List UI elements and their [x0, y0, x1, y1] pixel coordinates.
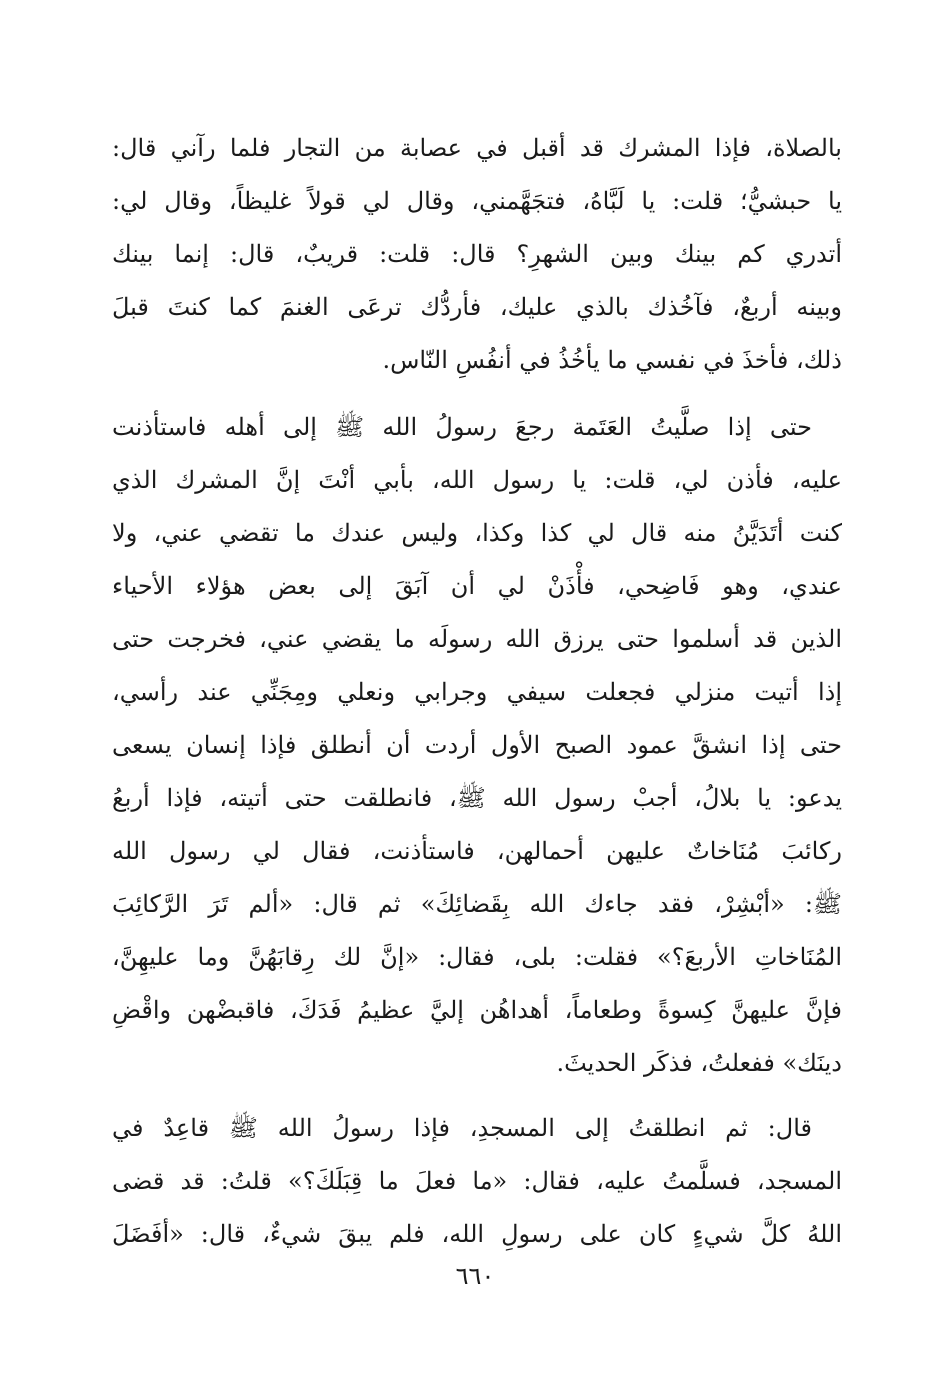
- text-line: ﷺ: «أبْشِرْ، فقد جاءك الله بِقَضائِكَ» ثم قال: «ألم تَرَ الرَّكائِبَ: [112, 890, 842, 918]
- text-line: أتدري كم بينك وبين الشهرِ؟ قال: قلت: قريبٌ، قال: إنما بينك: [112, 240, 842, 268]
- paragraph-1: [112, 122, 842, 387]
- text-line: ركائبَ مُنَاخاتٌ عليهن أحمالهن، فاستأذنت، فقال لي رسول الله: [112, 837, 842, 865]
- text-line: حتى إذا انشقَّ عمود الصبح الأول أردت أن أنطلق فإذا إنسان يسعى: [112, 731, 842, 759]
- text-line: المُنَاخاتِ الأربعَ؟» فقلت: بلى، فقال: «إنَّ لك رِقابَهُنَّ وما عليهِنَّ،: [112, 943, 842, 971]
- text-line: دينَك» ففعلتُ، فذكَر الحديثَ.: [556, 1049, 842, 1077]
- text-line: كنت أتَدَيَّنُ منه قال لي كذا وكذا، وليس عندك ما تقضي عني، ولا: [112, 519, 842, 547]
- paragraph-3: [112, 1102, 842, 1261]
- text-line: المسجد، فسلَّمتُ عليه، فقال: «ما فعلَ ما قِبَلَكَ؟» قلتُ: قد قضى: [112, 1167, 842, 1195]
- text-line: الذين قد أسلموا حتى يرزق الله رسولَه ما يقضي عني، فخرجت حتى: [112, 625, 842, 653]
- paragraph-spacer: [112, 1090, 842, 1102]
- text-line: حتى إذا صلَّيتُ العَتَمة رجعَ رسولُ الله ﷺ إلى أهله فاستأذنت: [112, 413, 813, 441]
- text-line: عليه، فأذن لي، قلت: يا رسول الله، بأبي أنْتَ إنَّ المشرك الذي: [112, 466, 842, 494]
- paragraph-spacer: [112, 387, 842, 401]
- page-number: ٦٦٠: [455, 1262, 495, 1290]
- text-line: بالصلاة، فإذا المشرك قد أقبل في عصابة من التجار فلما رآني قال:: [112, 134, 842, 162]
- text-line: يا حبشيُّ؛ قلت: يا لَبَّاهُ، فتجَهَّمني، وقال لي قولاً غليظاً، وقال لي:: [112, 187, 842, 215]
- text-line: وبينه أربعٌ، فآخُذك بالذي عليك، فأردُّك ترعَى الغنمَ كما كنتَ قبلَ: [112, 293, 842, 321]
- text-line: قال: ثم انطلقتُ إلى المسجدِ، فإذا رسولُ الله ﷺ قاعِدٌ في: [112, 1114, 812, 1142]
- text-line: اللهُ كلَّ شيءٍ كان على رسولِ الله، فلم يبقَ شيءٌ، قال: «أفَضَلَ: [112, 1220, 842, 1248]
- text-line: ذلك، فأخذَ في نفسي ما يأخُذُ في أنفُسِ النّاس.: [382, 346, 842, 374]
- paragraph-2: [112, 401, 842, 1090]
- text-line: إذا أتيت منزلي فجعلت سيفي وجرابي ونعلي ومِجَنِّي عند رأسي،: [112, 678, 842, 706]
- text-line: فإنَّ عليهنَّ كِسوةً وطعاماً، أهداهُن إليَّ عظيمُ فَدَكَ، فاقبضْهن واقْضِ: [112, 996, 842, 1024]
- page-text: [112, 122, 842, 1261]
- text-line: يدعو: يا بلالُ، أجبْ رسول الله ﷺ، فانطلقت حتى أتيته، فإذا أربعُ: [112, 784, 842, 812]
- text-line: عندي، وهو فَاضِحي، فأْذَنْ لي أن آبَقَ إلى بعض هؤلاء الأحياء: [112, 572, 842, 600]
